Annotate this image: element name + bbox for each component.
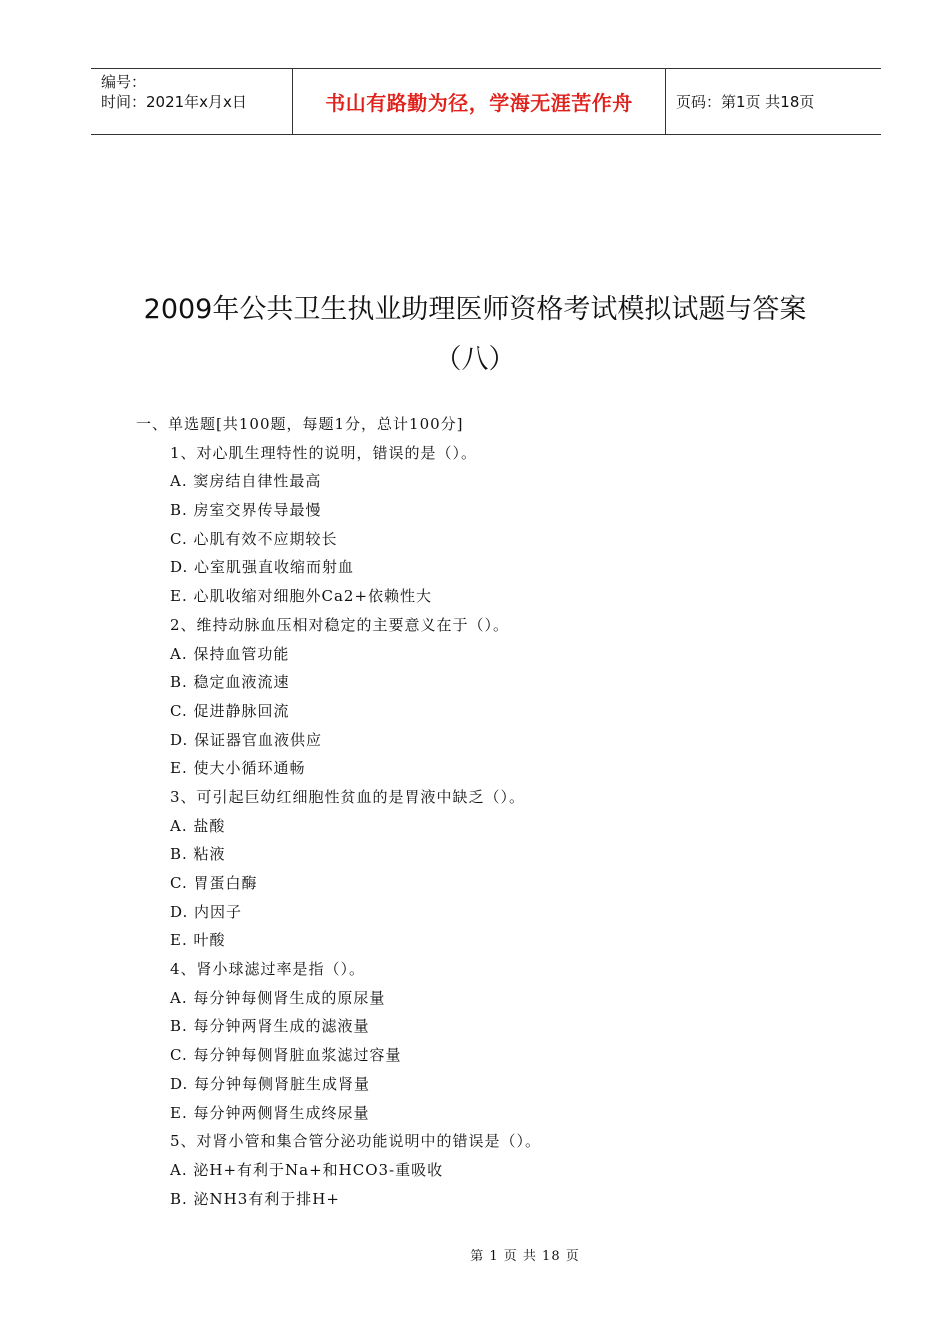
question-content [136,410,856,1213]
content-line: B. 房室交界传导最慢 [170,501,322,520]
time-label: 时间：2021年x月x日 [101,93,247,111]
content-line: B. 泌NH3有利于排H+ [170,1189,340,1208]
content-line: E. 心肌收缩对细胞外Ca2+依赖性大 [170,587,433,606]
document-header [91,68,881,135]
content-line: 2、维持动脉血压相对稳定的主要意义在于（）。 [170,615,510,634]
header-motto-cell [293,69,666,134]
content-line: 5、对肾小管和集合管分泌功能说明中的错误是（）。 [170,1132,542,1151]
title-line-1: 2009年公共卫生执业助理医师资格考试模拟试题与答案 [143,294,807,325]
content-line: 4、肾小球滤过率是指（）。 [170,960,366,979]
content-line: D. 心室肌强直收缩而射血 [170,558,355,577]
content-line: D. 每分钟每侧肾脏生成肾量 [170,1074,371,1093]
header-meta-cell [91,69,293,134]
content-line: A. 泌H+有利于Na+和HCO3-重吸收 [170,1160,444,1179]
content-line: B. 每分钟两肾生成的滤液量 [170,1017,370,1036]
content-line: B. 稳定血液流速 [170,673,290,692]
page-info: 页码：第1页 共18页 [676,93,815,111]
content-line: D. 内因子 [170,902,243,921]
content-line: A. 盐酸 [170,816,226,835]
title-line-2: （八） [434,344,516,375]
content-line: C. 每分钟每侧肾脏血浆滤过容量 [170,1046,402,1065]
content-line: E. 使大小循环通畅 [170,759,306,778]
content-line: 3、可引起巨幼红细胞性贫血的是胃液中缺乏（）。 [170,787,526,806]
content-line: B. 粘液 [170,845,226,864]
content-line: D. 保证器官血液供应 [170,730,323,749]
document-title [0,285,950,385]
section-heading: 一、单选题[共100题，每题1分，总计100分] [136,415,464,433]
content-line: C. 促进静脉回流 [170,701,290,720]
page-footer: 第 1 页 共 18 页 [470,1249,580,1264]
serial-number-label: 编号： [101,73,147,91]
content-line: A. 保持血管功能 [170,644,290,663]
content-line: A. 每分钟每侧肾生成的原尿量 [170,988,386,1007]
content-line: A. 窦房结自律性最高 [170,472,322,491]
content-line: C. 胃蛋白酶 [170,874,258,892]
content-line: 1、对心肌生理特性的说明，错误的是（）。 [170,443,478,462]
motto-text: 书山有路勤为径，学海无涯苦作舟 [325,91,633,115]
content-line: C. 心肌有效不应期较长 [170,529,338,548]
content-line: E. 叶酸 [170,931,226,950]
content-line: E. 每分钟两侧肾生成终尿量 [170,1103,370,1122]
header-page-cell [666,69,881,134]
